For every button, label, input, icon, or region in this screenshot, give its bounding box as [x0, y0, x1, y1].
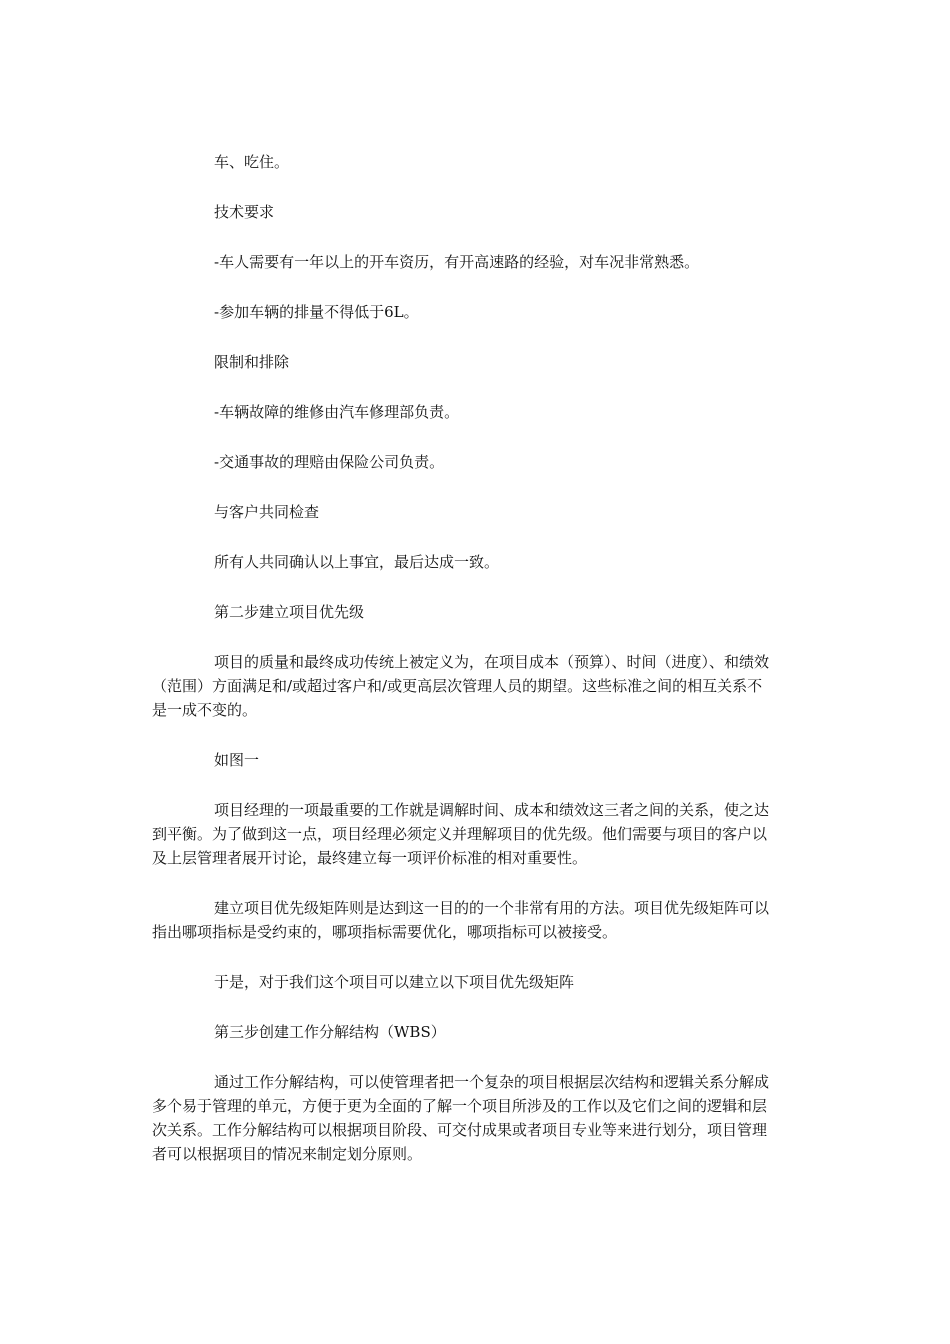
paragraph-1: 车、吃住。	[214, 153, 290, 171]
paragraph-project-quality: 项目的质量和最终成功传统上被定义为，在项目成本（预算）、时间（进度）、和绩效（范围）方面满足和/或超过客户和/或更高层次管理人员的期望。这些标准之间的相互关系不是一成不变的。	[152, 653, 770, 719]
document-body	[152, 150, 777, 1192]
heading-step-two: 第二步建立项目优先级	[214, 603, 365, 621]
paragraph-driver-requirement: -车人需要有一年以上的开车资历，有开高速路的经验，对车况非常熟悉。	[214, 253, 700, 271]
paragraph-vehicle-requirement: -参加车辆的排量不得低于6L。	[214, 303, 419, 321]
paragraph-wbs: 通过工作分解结构，可以使管理者把一个复杂的项目根据层次结构和逻辑关系分解成多个易于管理的单元，方便于更为全面的了解一个项目所涉及的工作以及它们之间的逻辑和层次关系。工作分解结构可以根据项目阶段、可交付成果或者项目专业等来进行划分，项目管理者可以根据项目的情况来制定划分原则。	[152, 1073, 770, 1163]
heading-customer-check: 与客户共同检查	[214, 503, 320, 521]
paragraph-figure-reference: 如图一	[214, 751, 260, 769]
heading-step-three: 第三步创建工作分解结构（WBS）	[214, 1023, 446, 1041]
paragraph-accident-claims: -交通事故的理赔由保险公司负责。	[214, 453, 445, 471]
paragraph-project-manager: 项目经理的一项最重要的工作就是调解时间、成本和绩效这三者之间的关系，使之达到平衡。为了做到这一点，项目经理必须定义并理解项目的优先级。他们需要与项目的客户以及上层管理者展开讨论，最终建立每一项评价标准的相对重要性。	[152, 801, 770, 867]
paragraph-vehicle-repair: -车辆故障的维修由汽车修理部负责。	[214, 403, 460, 421]
heading-technical-requirements: 技术要求	[214, 203, 275, 221]
heading-limits-exclusions: 限制和排除	[214, 353, 290, 371]
paragraph-confirmation: 所有人共同确认以上事宜，最后达成一致。	[214, 553, 500, 571]
paragraph-priority-matrix: 建立项目优先级矩阵则是达到这一目的的一个非常有用的方法。项目优先级矩阵可以指出哪项指标是受约束的，哪项指标需要优化，哪项指标可以被接受。	[152, 899, 770, 941]
paragraph-matrix-intro: 于是，对于我们这个项目可以建立以下项目优先级矩阵	[214, 973, 575, 991]
